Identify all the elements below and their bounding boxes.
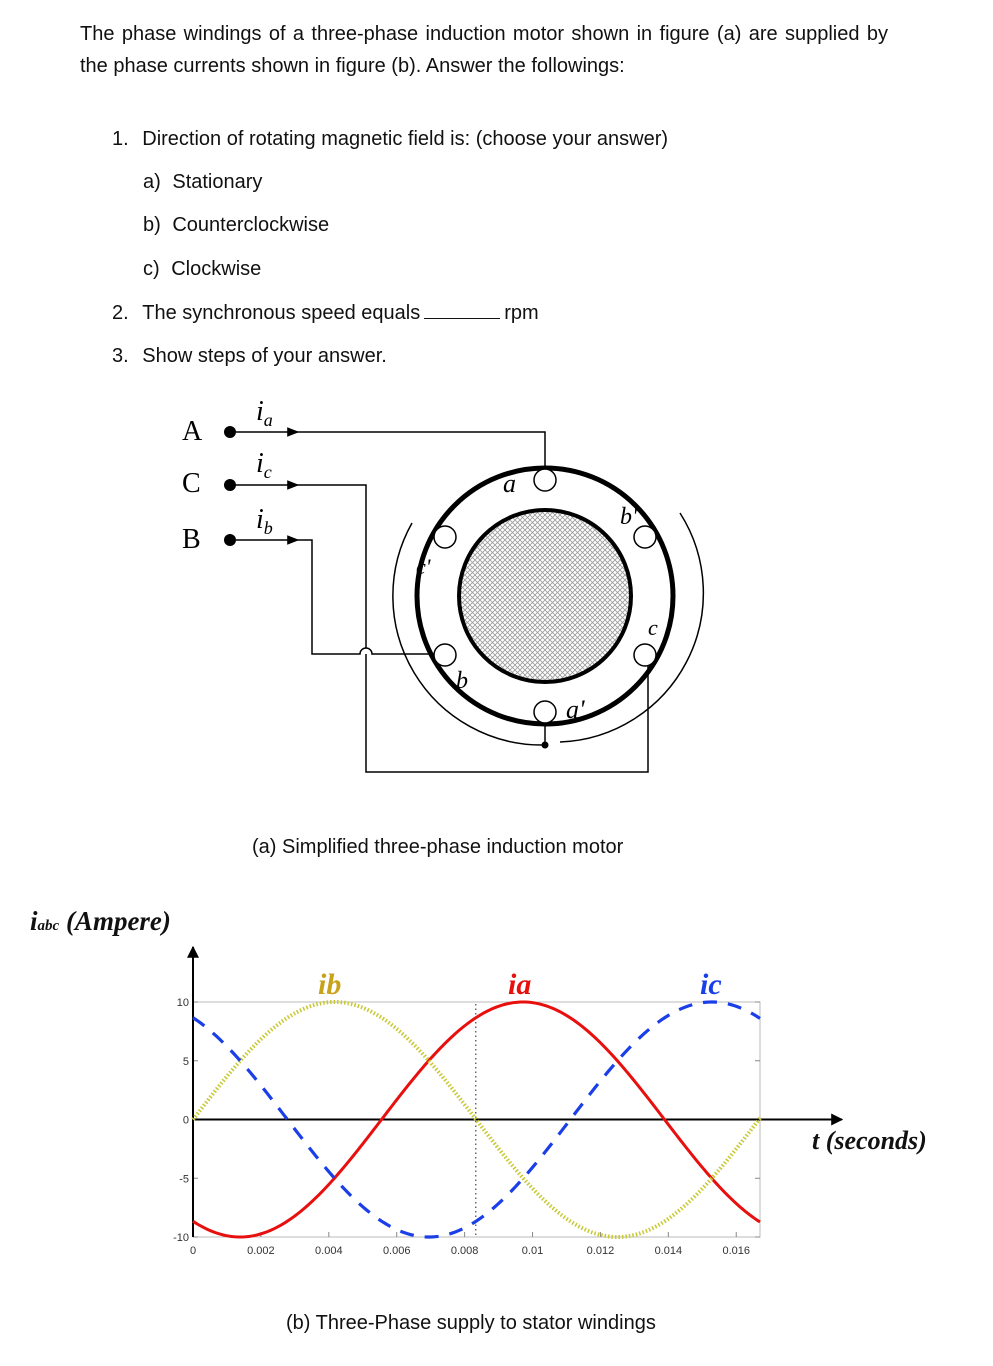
- x-axis-title: t (seconds): [812, 1126, 927, 1155]
- option-c-letter: c): [143, 258, 160, 280]
- coil-slot-b: [434, 644, 456, 666]
- question-2-number: 2.: [112, 302, 129, 324]
- rotor: [459, 510, 631, 682]
- series-label-ib: ib: [318, 968, 342, 1001]
- wire-c: [298, 485, 366, 648]
- terminal-dot-c: [224, 479, 236, 491]
- y-tick-label: -10: [173, 1232, 189, 1244]
- question-1-number: 1.: [112, 128, 129, 150]
- coil-label-a: a: [503, 469, 516, 498]
- series-label-ic: ic: [700, 968, 722, 1001]
- current-label-ib: $i_b$: [256, 504, 273, 538]
- problem-intro: The phase windings of a three-phase induction motor shown in figure (a) are supplied by the phase currents shown in figure (b). Answer the followings:: [80, 23, 888, 77]
- phase-current-chart: [0, 930, 993, 1257]
- x-tick-label: 0.016: [722, 1245, 750, 1257]
- current-label-ic: $i_c$: [256, 448, 272, 482]
- x-tick-label: 0.004: [315, 1245, 343, 1257]
- coil-slot-c-prime: [434, 526, 456, 548]
- coil-slot-c: [634, 644, 656, 666]
- question-2-text: The synchronous speed equals: [142, 302, 421, 324]
- x-tick-label: 0.014: [654, 1245, 683, 1257]
- y-tick-label: 10: [176, 997, 189, 1009]
- coil-label-a-prime: a': [566, 695, 585, 724]
- x-tick-label: 0.002: [247, 1245, 275, 1257]
- x-tick-label: 0: [189, 1245, 197, 1257]
- question-3-text: Show steps of your answer.: [142, 345, 387, 367]
- coil-slot-a-prime: [534, 701, 556, 723]
- coil-label-c-prime: c': [416, 554, 431, 579]
- x-tick-label: 0.008: [450, 1245, 479, 1257]
- current-label-ia: $i_a$: [256, 396, 273, 430]
- y-axis-title: iabc (Ampere): [30, 906, 171, 936]
- coil-label-b: b: [456, 668, 468, 694]
- x-tick-label: 0.006: [382, 1245, 411, 1257]
- terminal-dot-a: [224, 426, 236, 438]
- option-a-text: Stationary: [172, 171, 263, 193]
- terminal-label-c: C: [182, 468, 201, 499]
- option-b-letter: b): [143, 214, 161, 236]
- series-label-ia: ia: [508, 968, 532, 1001]
- terminal-label-b: B: [182, 524, 201, 555]
- terminal-dot-b: [224, 534, 236, 546]
- coil-label-c: c: [648, 615, 658, 640]
- terminal-label-a: A: [182, 416, 203, 447]
- option-b-text: Counterclockwise: [172, 214, 330, 236]
- y-tick-label: 0: [182, 1114, 189, 1127]
- y-tick-label: -5: [179, 1173, 189, 1186]
- question-3-number: 3.: [112, 345, 129, 367]
- x-tick-label: 0.01: [521, 1245, 544, 1257]
- wire-a: [298, 432, 545, 470]
- y-tick-label: 5: [182, 1055, 189, 1068]
- figure-b-caption: (b) Three-Phase supply to stator windings: [286, 1312, 656, 1334]
- question-1-text: Direction of rotating magnetic field is: (choose your answer): [142, 128, 669, 150]
- question-2-unit: rpm: [504, 302, 539, 324]
- coil-label-b-prime: b': [620, 504, 638, 530]
- option-c-text: Clockwise: [171, 258, 262, 280]
- figure-a-caption: (a) Simplified three-phase induction motor: [252, 836, 624, 858]
- coil-slot-b-prime: [634, 526, 656, 548]
- x-tick-label: 0.012: [586, 1245, 615, 1257]
- option-a-letter: a): [143, 171, 161, 193]
- coil-slot-a: [534, 469, 556, 491]
